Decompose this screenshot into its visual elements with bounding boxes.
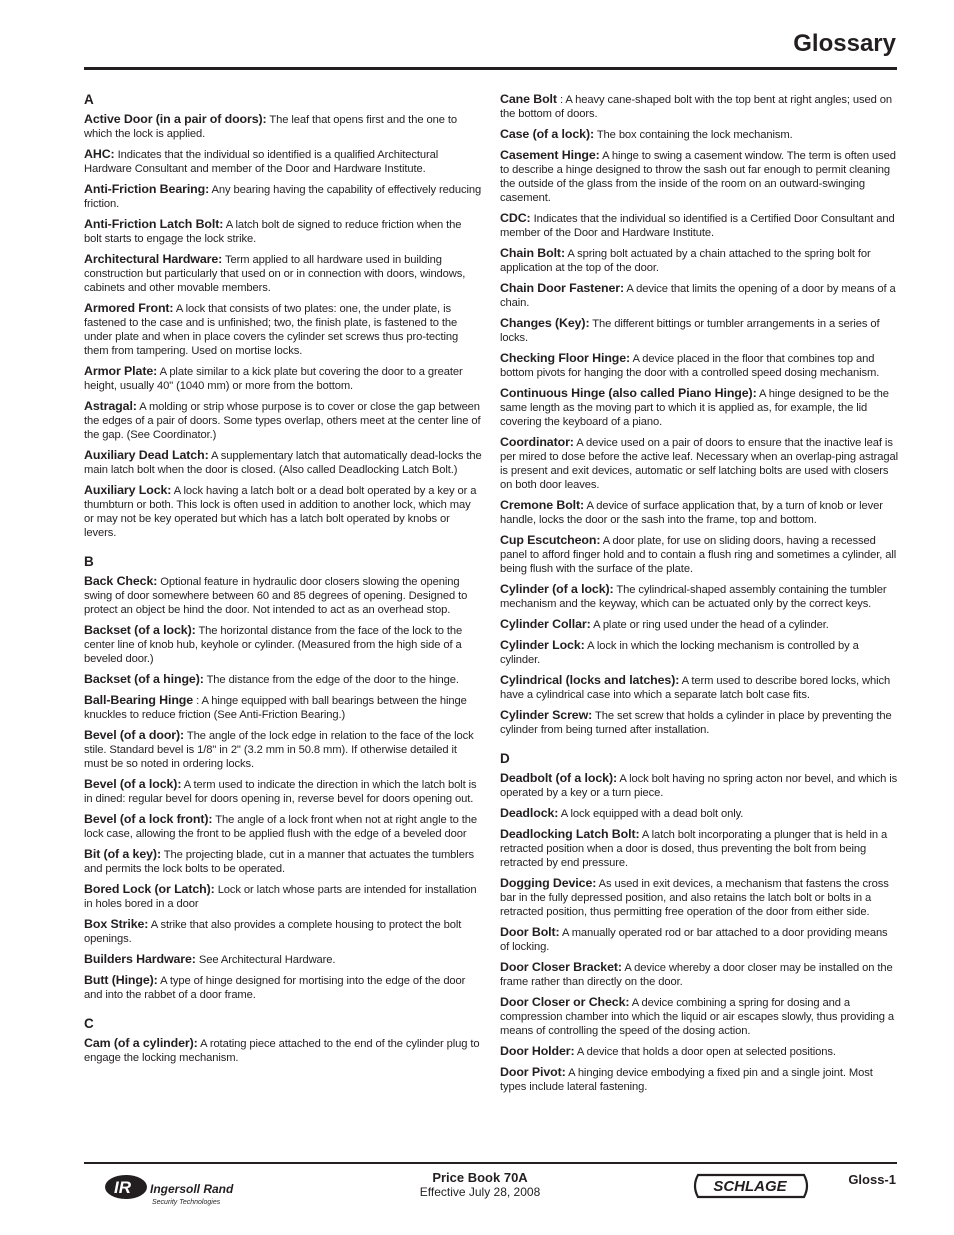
glossary-entry [84, 623, 482, 666]
glossary-definition: A lock bolt having no spring acton nor bevel, and which is operated by a key or a turn piece. [500, 773, 898, 799]
glossary-term: Cylinder (of a lock): [500, 582, 614, 596]
glossary-term: Checking Floor Hinge: [500, 351, 631, 365]
glossary-definition: : A heavy cane-shaped bolt with the top bent at right angles; used on the bottom of doors. [500, 94, 893, 120]
glossary-entry [500, 533, 898, 576]
glossary-term: Bevel (of a lock): [84, 777, 182, 791]
glossary-entry [500, 771, 898, 800]
glossary-entry [84, 182, 482, 211]
glossary-term: Bevel (of a door): [84, 728, 185, 742]
glossary-term: CDC: [500, 211, 531, 225]
glossary-definition: A door plate, for use on sliding doors, having a recessed panel to afford finger hold and to contain a flush ring and sometimes a cylinder, all being flush with the surface of the plate. [500, 535, 897, 575]
glossary-entry [84, 252, 482, 295]
glossary-definition: A lock equipped with a dead bolt only. [560, 808, 744, 820]
glossary-definition: The cylindrical-shaped assembly containing the tumbler mechanism and the keyway, which can be actuated only by the correct keys. [500, 584, 887, 610]
glossary-term: Anti-Friction Bearing: [84, 182, 210, 196]
glossary-definition: Term applied to all hardware used in building construction but particularly that used on or in connection with doors, windows, cabinets and other movable members. [84, 254, 466, 294]
glossary-term: AHC: [84, 147, 115, 161]
glossary-entry [500, 827, 898, 870]
glossary-entry [500, 617, 898, 632]
glossary-term: Auxiliary Dead Latch: [84, 448, 209, 462]
glossary-definition: A plate or ring used under the head of a cylinder. [593, 619, 829, 631]
glossary-entry [84, 483, 482, 540]
glossary-definition: A term used to indicate the direction in which the latch bolt is in dined: regular bevel for doors opening in, reverse bevel for doors opening out. [84, 779, 477, 805]
glossary-entry [500, 435, 898, 492]
glossary-term: Back Check: [84, 574, 158, 588]
glossary-entry [500, 246, 898, 275]
section-letter-d: D [500, 751, 510, 766]
glossary-term: Armor Plate: [84, 364, 158, 378]
glossary-term: Bit (of a key): [84, 847, 161, 861]
glossary-definition: A latch bolt incorporating a plunger that is held in a retracted position when a door is dosed, thus preventing the bolt from being retracted by end pressure. [500, 829, 888, 869]
glossary-term: Bevel (of a lock front): [84, 812, 213, 826]
section-c-entries-left [84, 1036, 482, 1065]
glossary-definition: The distance from the edge of the door to the hinge. [206, 674, 459, 686]
glossary-entry [84, 217, 482, 246]
glossary-term: Door Pivot: [500, 1065, 566, 1079]
glossary-term: Ball-Bearing Hinge [84, 693, 194, 707]
glossary-definition: A latch bolt de signed to reduce friction when the bolt starts to engage the lock strike. [84, 219, 462, 245]
section-letter-b: B [84, 554, 94, 569]
glossary-definition: The angle of the lock edge in relation to the face of the lock stile. Standard bevel is 1/8" in 2" (3.2 mm in 50.8 mm). If otherwise detailed it must be so noted in ordering locks. [84, 730, 474, 770]
glossary-term: Armored Front: [84, 301, 174, 315]
glossary-term: Cylinder Screw: [500, 708, 593, 722]
glossary-term: Coordinator: [500, 435, 574, 449]
glossary-entry [84, 847, 482, 876]
glossary-entry [84, 399, 482, 442]
page-number: Gloss-1 [848, 1172, 896, 1187]
glossary-definition: The box containing the lock mechanism. [596, 129, 793, 141]
glossary-definition: A device whereby a door closer may be installed on the frame rather than directly on the door. [500, 962, 893, 988]
glossary-definition: A hinging device embodying a fixed pin and a single joint. Most types include lateral fastening. [500, 1067, 873, 1093]
glossary-entry [500, 92, 898, 121]
glossary-definition: A supplementary latch that automatically dead-locks the main latch bolt when the door is closed. (Also called Deadlocking Latch Bolt.) [84, 450, 482, 476]
glossary-definition: The projecting blade, cut in a manner that actuates the tumblers and permits the lock bolts to be operated. [84, 849, 474, 875]
glossary-definition: A device placed in the floor that combines top and bottom pivots for hanging the door with a controlled speed dosing mechanism. [500, 353, 880, 379]
glossary-term: Architectural Hardware: [84, 252, 223, 266]
glossary-term: Continuous Hinge (also called Piano Hinge): [500, 386, 757, 400]
glossary-definition: A strike that also provides a complete housing to protect the bolt openings. [84, 919, 462, 945]
glossary-term: Chain Bolt: [500, 246, 565, 260]
header-rule [84, 67, 897, 70]
glossary-definition: : A hinge equipped with ball bearings between the hinge knuckles to reduce friction (See Anti-Friction Bearing.) [84, 695, 467, 721]
glossary-term: Chain Door Fastener: [500, 281, 624, 295]
glossary-term: Cup Escutcheon: [500, 533, 601, 547]
glossary-term: Changes (Key): [500, 316, 590, 330]
glossary-term: Bored Lock (or Latch): [84, 882, 215, 896]
glossary-definition: A device used on a pair of doors to ensure that the inactive leaf is per mired to dose before the active leaf. Necessary when an overlap-ping astragal is present and exit devices, automatic or self latching bolts are used with closers on both door leaves. [500, 437, 898, 491]
glossary-definition: A type of hinge designed for mortising into the edge of the door and into the rabbet of a door frame. [84, 975, 466, 1001]
section-b-entries [84, 574, 482, 1002]
effective-date: Effective July 28, 2008 [419, 1185, 541, 1199]
glossary-definition: As used in exit devices, a mechanism that fastens the cross bar in the fully depressed position, and also retains the latch bolt or bolts in a retracted position, thus permitting free operation of the door from either side. [500, 878, 889, 918]
glossary-definition: Optional feature in hydraulic door closers slowing the opening swing of door somewhere between 60 and 85 degrees of opening. Designed to protect an object be hind the door. Not intended to act as an overhead stop. [84, 576, 468, 616]
glossary-term: Cremone Bolt: [500, 498, 585, 512]
glossary-term: Door Holder: [500, 1044, 575, 1058]
glossary-term: Active Door (in a pair of doors): [84, 112, 267, 126]
glossary-definition: The horizontal distance from the face of the lock to the center line of knob hub, keyhole or cylinder. (Measured from the high side of a beveled door.) [84, 625, 463, 665]
glossary-entry [84, 973, 482, 1002]
glossary-entry [500, 1065, 898, 1094]
glossary-entry [84, 112, 482, 141]
glossary-definition: The different bittings or tumbler arrangements in a series of locks. [500, 318, 880, 344]
glossary-entry [84, 728, 482, 771]
glossary-term: Backset (of a hinge): [84, 672, 204, 686]
glossary-entry [84, 1036, 482, 1065]
page-title: Glossary [793, 30, 896, 57]
glossary-entry [500, 281, 898, 310]
glossary-term: Door Closer or Check: [500, 995, 630, 1009]
glossary-definition: A spring bolt actuated by a chain attached to the spring bolt for application at the top of the door. [500, 248, 871, 274]
glossary-entry [500, 582, 898, 611]
glossary-definition: A manually operated rod or bar attached to a door providing means of locking. [500, 927, 888, 953]
glossary-entry [500, 498, 898, 527]
glossary-entry [500, 925, 898, 954]
glossary-entry [500, 960, 898, 989]
glossary-term: Dogging Device: [500, 876, 597, 890]
glossary-definition: A plate similar to a kick plate but covering the door to a greater height, usually 40" (1040 mm) or more from the bottom. [84, 366, 463, 392]
glossary-term: Cane Bolt [500, 92, 557, 106]
glossary-term: Casement Hinge: [500, 148, 600, 162]
glossary-term: Auxiliary Lock: [84, 483, 172, 497]
glossary-term: Cylindrical (locks and latches): [500, 673, 680, 687]
glossary-entry [500, 995, 898, 1038]
section-a-entries [84, 112, 482, 540]
schlage-text: SCHLAGE [713, 1178, 787, 1195]
glossary-term: Deadlock: [500, 806, 559, 820]
glossary-definition: Lock or latch whose parts are intended for installation in holes bored in a door [84, 884, 477, 910]
section-c-entries-right [500, 92, 898, 737]
glossary-definition: A lock having a latch bolt or a dead bolt operated by a key or a thumbturn or both. This lock is often used in addition to another lock, which may or may not be key operated but which has a latch bolt operated by knobs or levers. [84, 485, 477, 539]
glossary-term: Case (of a lock): [500, 127, 595, 141]
glossary-term: Cylinder Lock: [500, 638, 585, 652]
ir-sub-text: Security Technologies [152, 1199, 221, 1206]
glossary-entry [500, 386, 898, 429]
footer-rule [84, 1162, 897, 1164]
glossary-entry [84, 672, 482, 687]
glossary-definition: A lock that consists of two plates: one, the under plate, is fastened to the case and is unfinished; two, the finish plate, is fastened to the under plate and when in place covers the cylinder set screws thus pro-tecting them from tampering. Used on mortise locks. [84, 303, 459, 357]
glossary-definition: A hinge designed to be the same length as the moving part to which it is applied as, for example, the lid covering the keyboard of a piano. [500, 388, 889, 428]
glossary-term: Cam (of a cylinder): [84, 1036, 198, 1050]
glossary-definition: A rotating piece attached to the end of the cylinder plug to engage the locking mechanism. [84, 1038, 480, 1064]
glossary-definition: A molding or strip whose purpose is to cover or close the gap between the edges of a pair of doors. Some types overlap, others meet at the center line of the gap. (See Coordinator.) [84, 401, 481, 441]
glossary-entry [500, 351, 898, 380]
glossary-entry [500, 806, 898, 821]
section-d-entries [500, 771, 898, 1094]
glossary-entry [500, 638, 898, 667]
glossary-entry [500, 708, 898, 737]
glossary-term: Butt (Hinge): [84, 973, 158, 987]
glossary-definition: Any bearing having the capability of effectively reducing friction. [84, 184, 482, 210]
glossary-term: Anti-Friction Latch Bolt: [84, 217, 224, 231]
left-column [84, 92, 482, 1071]
glossary-definition: A lock in which the locking mechanism is controlled by a cylinder. [500, 640, 859, 666]
glossary-term: Deadbolt (of a lock): [500, 771, 617, 785]
glossary-entry [84, 952, 482, 967]
glossary-term: Door Bolt: [500, 925, 560, 939]
glossary-entry [500, 1044, 898, 1059]
svg-text:IR: IR [114, 1178, 131, 1197]
glossary-entry [84, 693, 482, 722]
glossary-entry [500, 673, 898, 702]
glossary-entry [84, 882, 482, 911]
glossary-entry [500, 211, 898, 240]
glossary-entry [84, 301, 482, 358]
glossary-definition: A hinge to swing a casement window. The term is often used to describe a hinge designed to throw the sash out far enough to permit cleaning the outside of the glass from the inside of the room on an outward-swinging casement. [500, 150, 896, 204]
glossary-definition: A term used to describe bored locks, which have a cylindrical case into which a separate latch bolt case fits. [500, 675, 891, 701]
glossary-definition: Indicates that the individual so identified is a Certified Door Consultant and member of the Door and Hardware Institute. [500, 213, 895, 239]
glossary-entry [84, 147, 482, 176]
glossary-term: Cylinder Collar: [500, 617, 591, 631]
price-book-label: Price Book 70A [432, 1170, 528, 1185]
glossary-entry [84, 777, 482, 806]
glossary-entry [500, 148, 898, 205]
glossary-term: Astragal: [84, 399, 137, 413]
glossary-entry [84, 448, 482, 477]
right-column [500, 92, 898, 1100]
glossary-definition: A device combining a spring for dosing and a compression chamber into which the liquid or air escapes slowly, thus providing a means of controlling the speed of the dosing action. [500, 997, 895, 1037]
glossary-entry [84, 364, 482, 393]
glossary-definition: See Architectural Hardware. [198, 954, 336, 966]
glossary-entry [84, 574, 482, 617]
glossary-term: Box Strike: [84, 917, 149, 931]
glossary-definition: The angle of a lock front when not at right angle to the lock case, allowing the front to be applied flush with the edge of a beveled door [84, 814, 478, 840]
glossary-definition: A device that holds a door open at selected positions. [576, 1046, 836, 1058]
ingersoll-rand-logo [104, 1172, 244, 1208]
glossary-definition: A device that limits the opening of a door by means of a chain. [500, 283, 896, 309]
schlage-logo [688, 1173, 812, 1199]
glossary-term: Backset (of a lock): [84, 623, 196, 637]
glossary-entry [500, 316, 898, 345]
glossary-term: Deadlocking Latch Bolt: [500, 827, 640, 841]
glossary-definition: The set screw that holds a cylinder in place by preventing the cylinder from being turned after installation. [500, 710, 892, 736]
section-letter-a: A [84, 92, 94, 107]
glossary-entry [84, 917, 482, 946]
glossary-term: Builders Hardware: [84, 952, 196, 966]
section-letter-c: C [84, 1016, 94, 1031]
glossary-term: Door Closer Bracket: [500, 960, 622, 974]
glossary-entry [500, 127, 898, 142]
ir-brand-text: Ingersoll Rand [150, 1182, 234, 1196]
glossary-entry [500, 876, 898, 919]
glossary-definition: Indicates that the individual so identified is a qualified Architectural Hardware Consultant and member of the Door and Hardware Institute. [84, 149, 439, 175]
glossary-entry [84, 812, 482, 841]
footer-center [380, 1170, 580, 1199]
glossary-definition: A device of surface application that, by a turn of knob or lever handle, locks the door or the sash into the frame, top and bottom. [500, 500, 883, 526]
glossary-definition: The leaf that opens first and the one to which the lock is applied. [84, 114, 457, 140]
